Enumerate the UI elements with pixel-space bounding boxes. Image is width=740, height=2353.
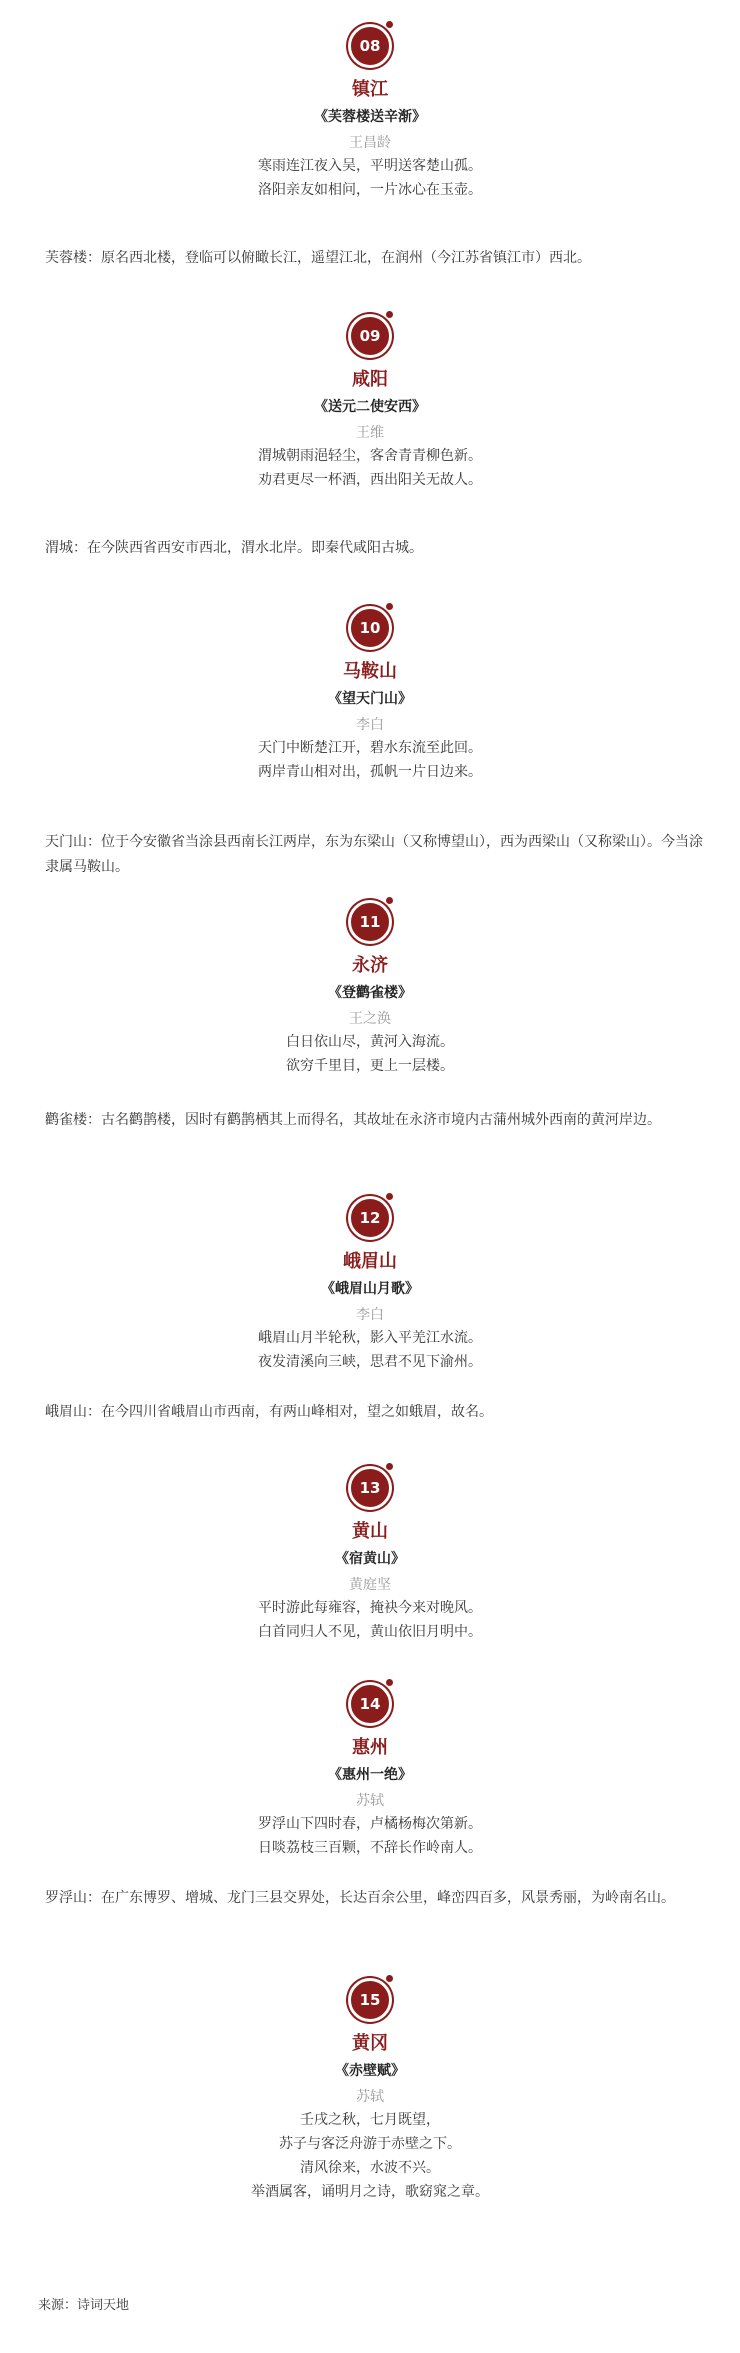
poem-author: 苏轼 — [356, 1793, 384, 1809]
number-badge — [348, 1466, 392, 1510]
place-name: 黄冈 — [352, 2033, 388, 2054]
badge-number: 15 — [348, 1978, 392, 2022]
poem-entry — [0, 1978, 740, 2204]
badge-number: 08 — [348, 24, 392, 68]
poem-title: 《赤壁赋》 — [335, 2063, 405, 2079]
badge-number: 12 — [348, 1196, 392, 1240]
poem-author: 苏轼 — [356, 2089, 384, 2105]
poem-line: 峨眉山月半轮秋，影入平羌江水流。 — [258, 1330, 482, 1346]
place-note: 鹳雀楼：古名鹳鹊楼，因时有鹳鹊栖其上而得名，其故址在永济市境内古蒲州城外西南的黄河岸边。 — [45, 1112, 661, 1128]
poem-line: 壬戌之秋，七月既望， — [300, 2112, 440, 2128]
poem-entry — [0, 24, 740, 202]
poem-title: 《登鹳雀楼》 — [328, 985, 412, 1001]
poem-line: 罗浮山下四时春，卢橘杨梅次第新。 — [258, 1816, 482, 1832]
poem-author: 李白 — [356, 717, 384, 733]
poem-author: 李白 — [356, 1307, 384, 1323]
poem-entry — [0, 900, 740, 1078]
place-note: 芙蓉楼：原名西北楼，登临可以俯瞰长江，遥望江北，在润州（今江苏省镇江市）西北。 — [45, 250, 591, 266]
poem-author: 王维 — [356, 425, 384, 441]
badge-dot-icon — [386, 21, 393, 28]
number-badge — [348, 900, 392, 944]
poem-entry — [0, 606, 740, 784]
poem-line: 夜发清溪向三峡，思君不见下渝州。 — [258, 1354, 482, 1370]
source-credit: 来源：诗词天地 — [38, 2298, 130, 2313]
number-badge — [348, 1682, 392, 1726]
poem-line: 日啖荔枝三百颗，不辞长作岭南人。 — [258, 1840, 482, 1856]
poem-line: 白首同归人不见，黄山依旧月明中。 — [258, 1624, 482, 1640]
poem-entry — [0, 1196, 740, 1374]
poem-title: 《宿黄山》 — [335, 1551, 405, 1567]
number-badge — [348, 1978, 392, 2022]
badge-number: 09 — [348, 314, 392, 358]
poem-entry — [0, 314, 740, 492]
place-name: 永济 — [352, 955, 388, 976]
badge-dot-icon — [386, 603, 393, 610]
poem-line: 苏子与客泛舟游于赤壁之下。 — [279, 2136, 461, 2152]
poem-author: 王之涣 — [349, 1011, 391, 1027]
place-name: 黄山 — [352, 1521, 388, 1542]
poem-line: 清风徐来，水波不兴。 — [300, 2160, 440, 2176]
poem-line: 白日依山尽，黄河入海流。 — [286, 1034, 454, 1050]
place-name: 峨眉山 — [343, 1251, 397, 1272]
place-note: 罗浮山：在广东博罗、增城、龙门三县交界处，长达百余公里，峰峦四百多，风景秀丽，为岭南名山。 — [45, 1890, 675, 1906]
badge-dot-icon — [386, 1463, 393, 1470]
badge-dot-icon — [386, 1679, 393, 1686]
poem-line: 两岸青山相对出，孤帆一片日边来。 — [258, 764, 482, 780]
number-badge — [348, 1196, 392, 1240]
poem-title: 《惠州一绝》 — [328, 1767, 412, 1783]
poem-author: 王昌龄 — [349, 135, 391, 151]
badge-dot-icon — [386, 1193, 393, 1200]
poem-title: 《峨眉山月歌》 — [321, 1281, 419, 1297]
poem-line: 平时游此每雍容，掩袂今来对晚风。 — [258, 1600, 482, 1616]
poem-line: 洛阳亲友如相问，一片冰心在玉壶。 — [258, 182, 482, 198]
poem-line: 寒雨连江夜入吴，平明送客楚山孤。 — [258, 158, 482, 174]
poem-author: 黄庭坚 — [349, 1577, 391, 1593]
badge-number: 11 — [348, 900, 392, 944]
place-name: 咸阳 — [352, 369, 388, 390]
poem-entry — [0, 1466, 740, 1644]
badge-dot-icon — [386, 1975, 393, 1982]
badge-number: 14 — [348, 1682, 392, 1726]
poem-line: 举酒属客，诵明月之诗，歌窈窕之章。 — [251, 2184, 489, 2200]
poem-line: 渭城朝雨浥轻尘，客舍青青柳色新。 — [258, 448, 482, 464]
number-badge — [348, 606, 392, 650]
badge-dot-icon — [386, 897, 393, 904]
place-name: 镇江 — [352, 79, 388, 100]
poem-line: 劝君更尽一杯酒，西出阳关无故人。 — [258, 472, 482, 488]
poem-line: 天门中断楚江开，碧水东流至此回。 — [258, 740, 482, 756]
place-note: 峨眉山：在今四川省峨眉山市西南，有两山峰相对，望之如蛾眉，故名。 — [45, 1404, 493, 1420]
poem-entry — [0, 1682, 740, 1860]
poem-line: 欲穷千里目，更上一层楼。 — [286, 1058, 454, 1074]
place-note: 渭城：在今陕西省西安市西北，渭水北岸。即秦代咸阳古城。 — [45, 540, 423, 556]
poem-title: 《望天门山》 — [328, 691, 412, 707]
number-badge — [348, 314, 392, 358]
place-name: 惠州 — [352, 1737, 388, 1758]
place-note: 天门山：位于今安徽省当涂县西南长江两岸，东为东梁山（又称博望山），西为西梁山（又称梁山）。今当涂隶属马鞍山。 — [45, 834, 703, 875]
badge-dot-icon — [386, 311, 393, 318]
badge-number: 13 — [348, 1466, 392, 1510]
poem-title: 《送元二使安西》 — [314, 399, 426, 415]
place-name: 马鞍山 — [343, 661, 397, 682]
number-badge — [348, 24, 392, 68]
poem-title: 《芙蓉楼送辛渐》 — [314, 109, 426, 125]
badge-number: 10 — [348, 606, 392, 650]
